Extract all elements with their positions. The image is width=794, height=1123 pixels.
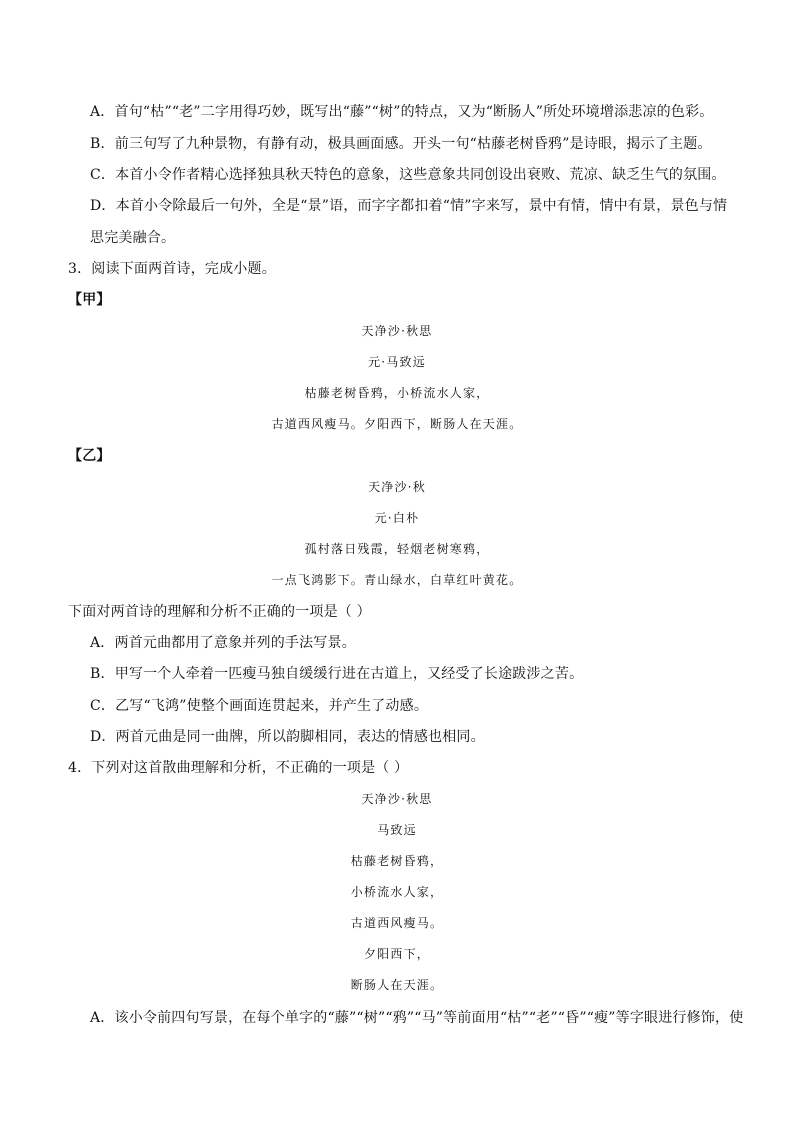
q4-poem-line3: 古道西风瘦马。 bbox=[350, 916, 444, 930]
jia-poem-title: 天净沙·秋思 bbox=[361, 324, 433, 338]
yi-poem-title: 天净沙·秋 bbox=[368, 480, 426, 494]
q3-jia-label: 【甲】 bbox=[68, 292, 111, 308]
q3-stem: 3．阅读下面两首诗，完成小题。 bbox=[68, 261, 276, 277]
q4-poem-author: 马致远 bbox=[377, 823, 417, 837]
q2-option-a: A．首句“枯”“老”二字用得巧妙，既写出“藤”“树”的特点，又为“断肠人”所处环境增添悲凉的色彩。 bbox=[90, 104, 714, 120]
jia-poem-author: 元·马致远 bbox=[368, 355, 426, 369]
q3-option-d: D．两首元曲是同一曲牌，所以韵脚相同，表达的情感也相同。 bbox=[90, 729, 485, 745]
yi-poem-line2: 一点飞鸿影下。青山绿水，白草红叶黄花。 bbox=[271, 573, 523, 587]
q3-option-c: C．乙写“飞鸿”使整个画面连贯起来，并产生了动感。 bbox=[90, 698, 429, 714]
q3-yi-label: 【乙】 bbox=[68, 448, 111, 464]
q2-option-d-line1: D．本首小令除最后一句外，全是“景”语，而字字都扣着“情”字来写，景中有情，情中有景，景色与情 bbox=[90, 198, 728, 214]
yi-poem-author: 元·白朴 bbox=[374, 511, 420, 525]
q3-option-b: B．甲写一个人牵着一匹瘦马独自缓缓行进在古道上，又经受了长途跋涉之苦。 bbox=[90, 666, 584, 682]
q4-stem: 4．下列对这首散曲理解和分析，不正确的一项是（ ） bbox=[68, 760, 409, 776]
q3-question: 下面对两首诗的理解和分析不正确的一项是（ ） bbox=[68, 604, 371, 620]
q3-option-a: A．两首元曲都用了意象并列的手法写景。 bbox=[90, 635, 356, 651]
q4-option-a: A．该小令前四句写景，在每个单字的“藤”“树”“鸦”“马”等前面用“枯”“老”“昏”“瘦”等字眼进行修饰，使 bbox=[90, 1010, 744, 1026]
q4-poem-title: 天净沙·秋思 bbox=[361, 792, 433, 806]
jia-poem-line2: 古道西风瘦马。夕阳西下，断肠人在天涯。 bbox=[271, 417, 523, 431]
q2-option-c: C．本首小令作者精心选择独具秋天特色的意象，这些意象共同创设出衰败、荒凉、缺乏生气的氛围。 bbox=[90, 167, 726, 183]
q4-poem-line5: 断肠人在天涯。 bbox=[350, 978, 444, 992]
q4-poem-line1: 枯藤老树昏鸦， bbox=[350, 854, 444, 868]
yi-poem-line1: 孤村落日残霞，轻烟老树寒鸦， bbox=[304, 542, 490, 556]
q4-poem-line2: 小桥流水人家， bbox=[350, 885, 444, 899]
jia-poem-line1: 枯藤老树昏鸦，小桥流水人家， bbox=[304, 386, 490, 400]
q2-option-b: B．前三句写了九种景物，有静有动，极具画面感。开头一句“枯藤老树昏鸦”是诗眼，揭示了主题。 bbox=[90, 136, 712, 152]
q2-option-d-line2: 思完美融合。 bbox=[90, 230, 176, 246]
q4-poem-line4: 夕阳西下， bbox=[363, 947, 430, 961]
